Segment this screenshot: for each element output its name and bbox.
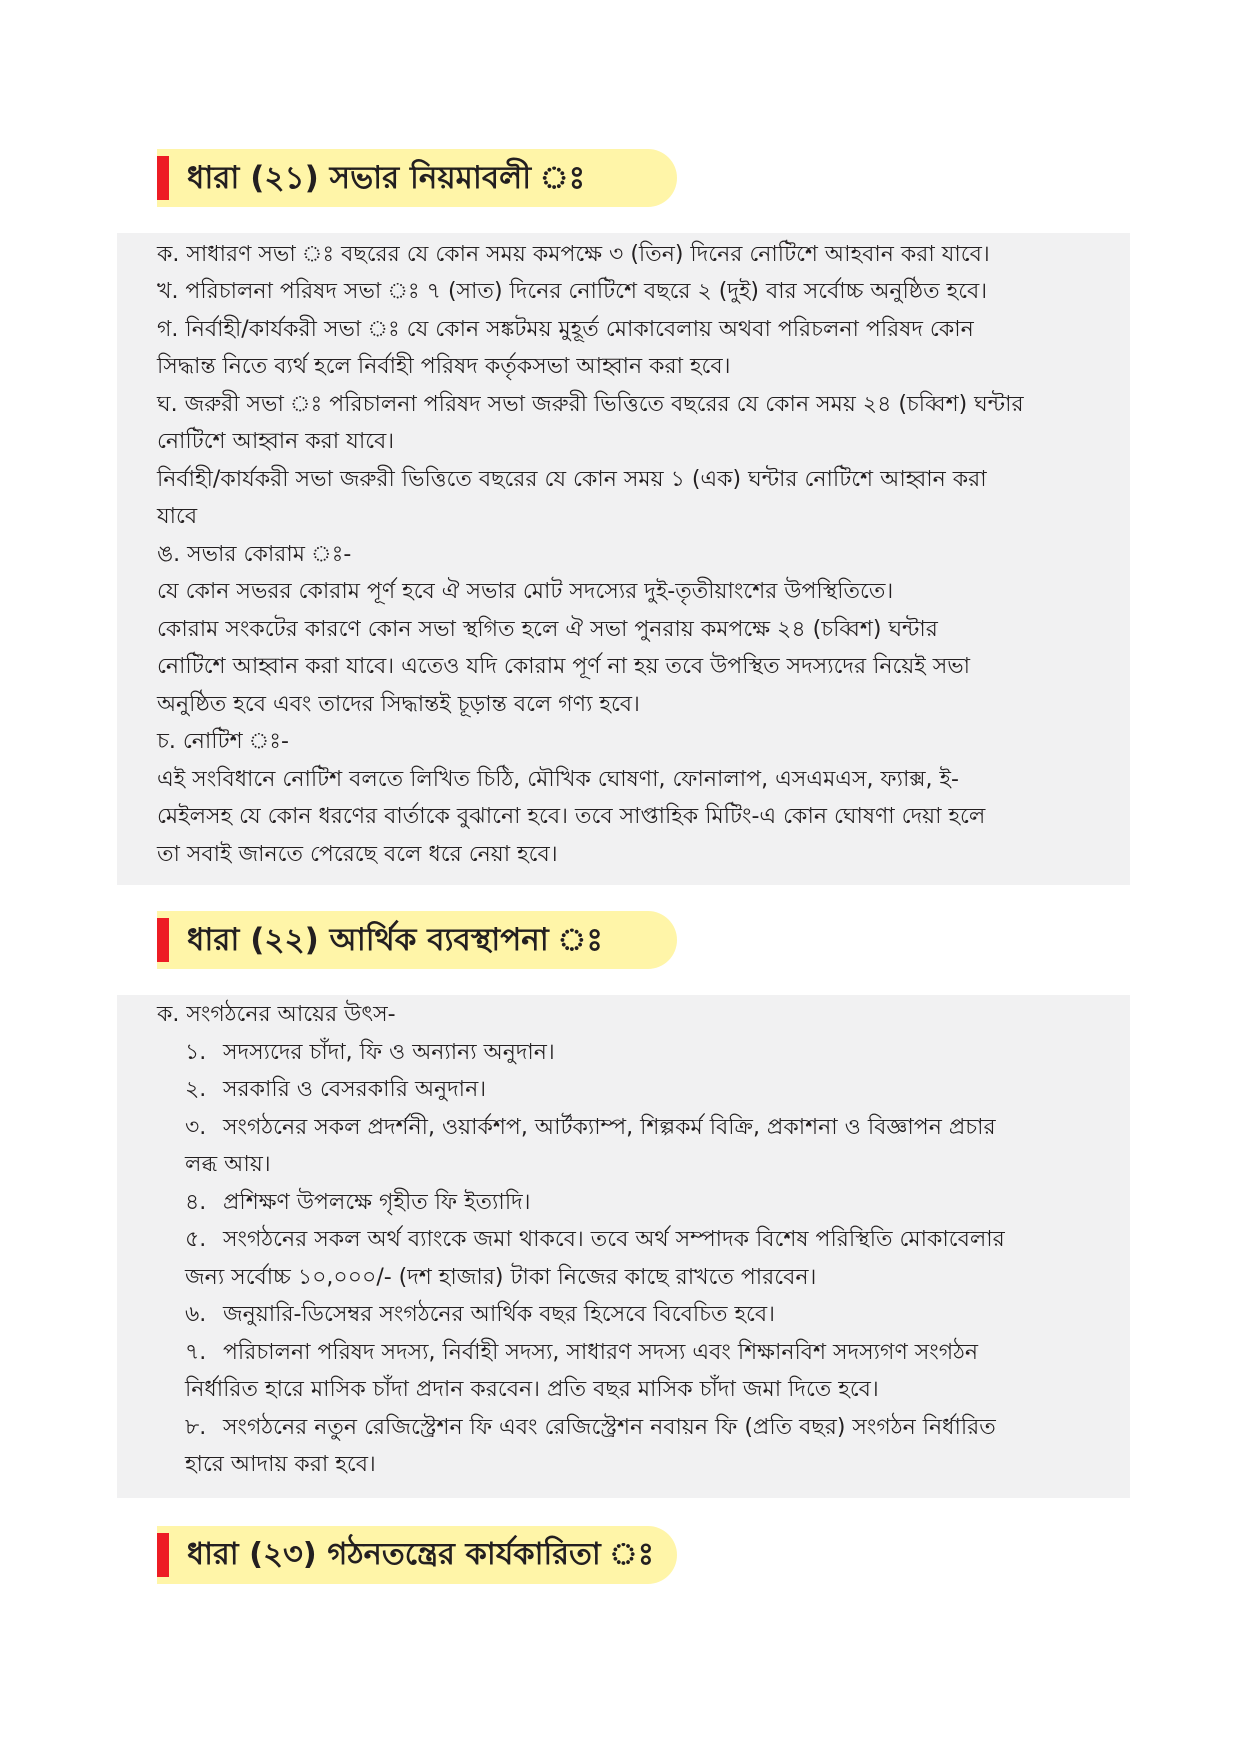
section-22-heading [157,911,677,969]
list-text: সদস্যদের চাঁদা, ফি ও অন্যান্য অনুদান। [223,1040,555,1065]
text-line: নোটিশে আহ্বান করা যাবে। [157,429,395,454]
text-line: নির্বাহী/কার্যকরী সভা জরুরী ভিত্তিতে বছরের যে কোন সময় ১ (এক) ঘন্টার নোটিশে আহ্বান করা [157,467,987,492]
section-22-title: ধারা (২২) আর্থিক ব্যবস্থাপনা ঃ [187,922,603,958]
list-item [185,1414,996,1442]
heading-marker [157,156,169,200]
list-number: ৬. [185,1302,207,1327]
section-22-intro: ক. সংগঠনের আয়ের উৎস- [157,1002,396,1027]
list-item-continued: জন্য সর্বোচ্চ ১০,০০০/- (দশ হাজার) টাকা নিজের কাছে রাখতে পারবেন। [185,1265,817,1290]
list-item [185,1226,1005,1254]
list-number: ১. [185,1040,207,1065]
section-21-title: ধারা (২১) সভার নিয়মাবলী ঃ [187,160,586,196]
text-line: চ. নোটিশ ঃ- [157,729,289,754]
list-number: ৫. [185,1227,207,1252]
text-line: ঘ. জরুরী সভা ঃ পরিচালনা পরিষদ সভা জরুরী ভিত্তিতে বছরের যে কোন সময় ২৪ (চব্বিশ) ঘন্টার [157,392,1024,417]
list-number: ৭. [185,1340,207,1365]
list-text: সংগঠনের সকল অর্থ ব্যাংকে জমা থাকবে। তবে অর্থ সম্পাদক বিশেষ পরিস্থিতি মোকাবেলার [223,1227,1005,1252]
text-line: সিদ্ধান্ত নিতে ব্যর্থ হলে নির্বাহী পরিষদ কর্তৃকসভা আহ্বান করা হবে। [157,354,731,379]
section-21-heading [157,149,677,207]
list-text: জনুয়ারি-ডিসেম্বর সংগঠনের আর্থিক বছর হিসেবে বিবেচিত হবে। [223,1302,776,1327]
text-line: এই সংবিধানে নোটিশ বলতে লিখিত চিঠি, মৌখিক ঘোষণা, ফোনালাপ, এসএমএস, ফ্যাক্স, ই- [157,767,959,792]
text-line: নোটিশে আহ্বান করা যাবে। এতেও যদি কোরাম পূর্ণ না হয় তবে উপস্থিত সদস্যদের নিয়েই সভা [157,654,971,679]
list-text: পরিচালনা পরিষদ সদস্য, নির্বাহী সদস্য, সাধারণ সদস্য এবং শিক্ষানবিশ সদস্যগণ সংগঠন [223,1340,979,1365]
list-number: ৪. [185,1190,207,1215]
section-22-body [117,995,1130,1498]
text-line: তা সবাই জানতে পেরেছে বলে ধরে নেয়া হবে। [157,842,558,867]
text-line: মেইলসহ যে কোন ধরণের বার্তাকে বুঝানো হবে। তবে সাপ্তাহিক মিটিং-এ কোন ঘোষণা দেয়া হলে [157,804,986,829]
list-item [185,1039,555,1067]
text-line: গ. নির্বাহী/কার্যকরী সভা ঃ যে কোন সঙ্কটময় মুহূর্ত মোকাবেলায় অথবা পরিচলনা পরিষদ কোন [157,317,974,342]
list-number: ৩. [185,1115,207,1140]
text-line: অনুষ্ঠিত হবে এবং তাদের সিদ্ধান্তই চূড়ান্ত বলে গণ্য হবে। [157,692,640,717]
heading-marker [157,918,169,962]
heading-marker [157,1533,169,1577]
text-line: যে কোন সভরর কোরাম পূর্ণ হবে ঐ সভার মোট সদস্যের দুই-তৃতীয়াংশের উপস্থিতিতে। [157,579,894,604]
list-item-continued: লব্ধ আয়। [185,1152,271,1177]
list-text: সংগঠনের নতুন রেজিস্ট্রেশন ফি এবং রেজিস্ট্রেশন নবায়ন ফি (প্রতি বছর) সংগঠন নির্ধারিত [223,1415,996,1440]
list-text: প্রশিক্ষণ উপলক্ষে গৃহীত ফি ইত্যাদি। [223,1190,531,1215]
list-item [185,1301,775,1329]
section-21-body [117,233,1130,885]
text-line: ক. সাধারণ সভা ঃ বছরের যে কোন সময় কমপক্ষে ৩ (তিন) দিনের নোটিশে আহবান করা যাবে। [157,242,990,267]
section-23-title: ধারা (২৩) গঠনতন্ত্রের কার্যকারিতা ঃ [187,1537,654,1572]
list-number: ৮. [185,1415,207,1440]
list-number: ২. [185,1077,207,1102]
list-text: সংগঠনের সকল প্রদর্শনী, ওয়ার্কশপ, আর্টক্যাম্প, শিল্পকর্ম বিক্রি, প্রকাশনা ও বিজ্ঞাপন প্রচার [223,1115,996,1140]
text-line: ঙ. সভার কোরাম ঃ- [157,542,352,567]
text-line: খ. পরিচালনা পরিষদ সভা ঃ ৭ (সাত) দিনের নোটিশে বছরে ২ (দুই) বার সর্বোচ্চ অনুষ্ঠিত হবে। [157,279,988,304]
list-item [185,1339,978,1367]
list-text: সরকারি ও বেসরকারি অনুদান। [223,1077,487,1102]
text-line: কোরাম সংকটের কারণে কোন সভা স্থগিত হলে ঐ সভা পুনরায় কমপক্ষে ২৪ (চব্বিশ) ঘন্টার [157,617,938,642]
list-item-continued: হারে আদায় করা হবে। [185,1452,376,1477]
list-item-continued: নির্ধারিত হারে মাসিক চাঁদা প্রদান করবেন। প্রতি বছর মাসিক চাঁদা জমা দিতে হবে। [185,1377,879,1402]
list-item [185,1076,486,1104]
section-23-heading [157,1526,677,1584]
list-item [185,1114,996,1142]
text-line: যাবে [157,504,198,529]
list-item [185,1189,531,1217]
